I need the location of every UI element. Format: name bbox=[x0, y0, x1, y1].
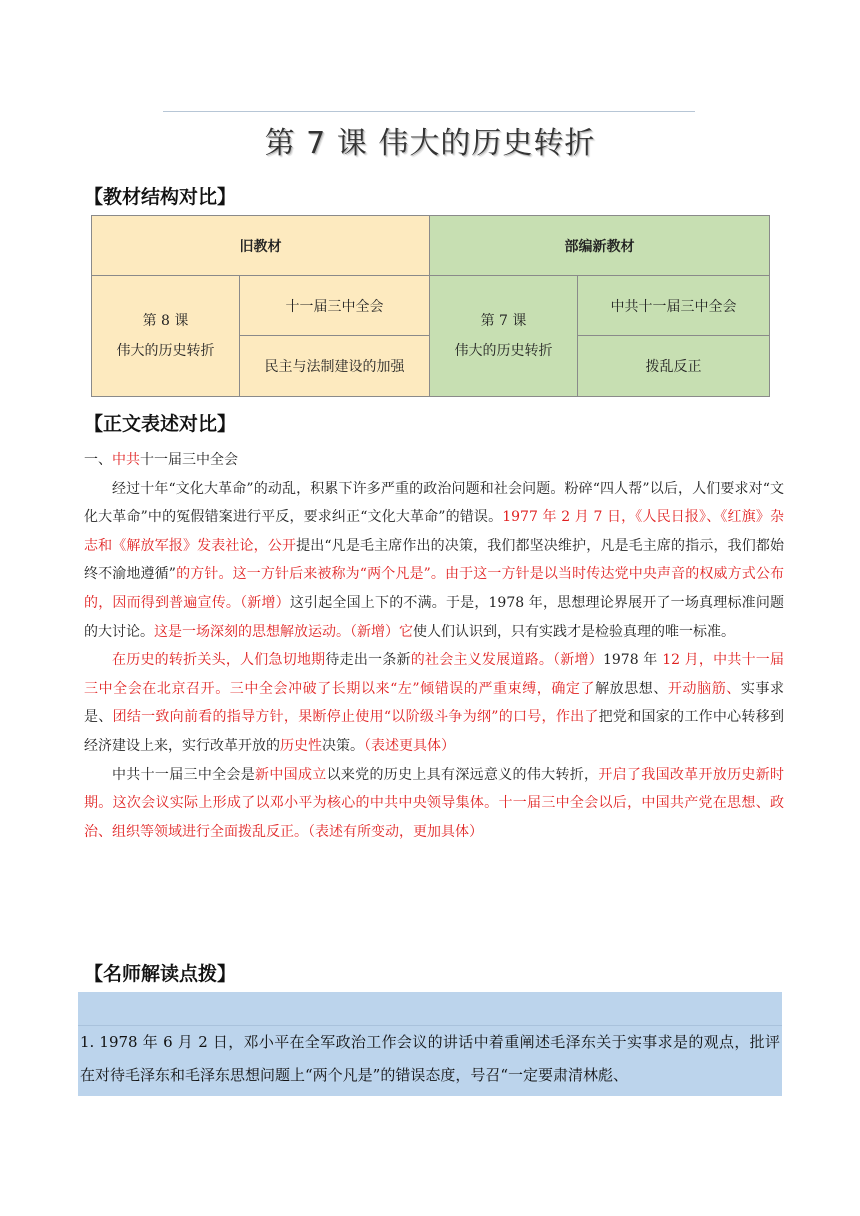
revised-text-span: （表述更具体） bbox=[364, 737, 455, 754]
comparison-table bbox=[91, 215, 770, 397]
subsection-heading bbox=[84, 446, 784, 475]
old-textbook-header: 旧教材 bbox=[92, 216, 430, 276]
new-lesson-title: 伟大的历史转折 bbox=[454, 343, 553, 359]
original-text-span: 以来党的历史上具有深远意义的伟大转折， bbox=[326, 766, 599, 783]
revised-text-span: 团结一致向前看的指导方针，果断停止使用“以阶级斗争为纲”的口号，作出了 bbox=[112, 709, 599, 726]
new-lesson-number: 第 7 课 bbox=[480, 313, 527, 329]
teacher-note-1: 1. 1978 年 6 月 2 日，邓小平在全军政治工作会议的讲话中着重阐述毛泽东关于实事求是的观点，批评在对待毛泽东和毛泽东思想问题上“两个凡是”的错误态度，号召“一定要肃清林彪、 bbox=[80, 1033, 780, 1084]
revised-text-span: 历史性 bbox=[280, 737, 322, 754]
revised-text-span: 12 月，中共十一届三中全会在北京召开。三中全会冲破了长期以来“左”倾错误的严重束缚，确定了 bbox=[84, 652, 785, 697]
original-text-span: 实事求是、 bbox=[84, 680, 785, 726]
revised-text-span: 新中国成立 bbox=[255, 766, 327, 783]
heading-red-part: 中共 bbox=[112, 452, 140, 468]
paragraph-2 bbox=[84, 646, 784, 760]
new-lesson-cell bbox=[430, 276, 578, 397]
original-text-span: 使人们认识到，只有实践才是检验真理的唯一标准。 bbox=[413, 623, 735, 640]
revised-text-span: 的社会主义发展道路。（新增） bbox=[410, 652, 603, 669]
original-text-span: 中共十一届三中全会是 bbox=[112, 766, 256, 783]
heading-rest: 十一届三中全会 bbox=[140, 452, 238, 468]
revised-text-span: 这是一场深刻的思想解放运动。（新增）它 bbox=[154, 623, 413, 640]
revised-text-span: 开动脑筋、 bbox=[667, 680, 741, 697]
new-topic-1: 中共十一届三中全会 bbox=[578, 276, 770, 336]
original-text-span: 决策。 bbox=[322, 737, 364, 754]
original-text-span: 这引起全国上下的不满。于是，1978 年，思想理论界展开了一场真理标准问题的大讨论。 bbox=[84, 594, 785, 640]
page-title: 第 7 课 伟大的历史转折 bbox=[264, 126, 596, 161]
section-heading-text: 【正文表述对比】 bbox=[84, 413, 237, 435]
revised-text-span: 1977 年 2 月 7 日，《人民日报》、《红旗》杂志和《解放军报》发表社论，公开 bbox=[84, 509, 784, 554]
paragraph-3 bbox=[84, 761, 784, 847]
revised-text-span: 的方针。这一方针后来被称为“两个凡是”。由于这一方针是以当时传达党中央声音的权威方式公布的，因而得到普遍宣传。（新增） bbox=[84, 566, 784, 611]
original-text-span: 把党和国家的工作中心转移到经济建设上来，实行改革开放的 bbox=[84, 709, 785, 754]
body-text bbox=[84, 446, 784, 846]
old-topic-2: 民主与法制建设的加强 bbox=[240, 336, 430, 397]
old-lesson-number: 第 8 课 bbox=[142, 313, 189, 329]
old-lesson-cell bbox=[92, 276, 240, 397]
original-text-span: 提出“凡是毛主席作出的决策，我们都坚决维护，凡是毛主席的指示，我们都始终不渝地遵循” bbox=[84, 537, 785, 583]
section-heading-structure: 【教材结构对比】 bbox=[84, 186, 237, 208]
heading-prefix: 一、 bbox=[84, 452, 112, 468]
section-heading-teacher: 【名师解读点拨】 bbox=[84, 963, 237, 985]
original-text-span: 解放思想、 bbox=[595, 680, 668, 697]
revised-text-span: 在历史的转折关头，人们急切地期 bbox=[112, 652, 326, 669]
header-rule bbox=[163, 111, 695, 112]
original-text-span: 1978 年 bbox=[602, 652, 663, 669]
new-textbook-header: 部编新教材 bbox=[430, 216, 770, 276]
new-topic-2: 拨乱反正 bbox=[578, 336, 770, 397]
paragraph-1 bbox=[84, 475, 784, 647]
original-text-span: 待走出一条新 bbox=[325, 652, 411, 669]
old-lesson-title: 伟大的历史转折 bbox=[116, 343, 215, 359]
revised-text-span: 开启了我国改革开放历史新时期。这次会议实际上形成了以邓小平为核心的中共中央领导集体。十一届三中全会以后，中国共产党在思想、政治、组织等领域进行全面拨乱反正。（表述有所变动，更加具体） bbox=[84, 766, 785, 840]
original-text-span: 经过十年“文化大革命”的动乱，积累下许多严重的政治问题和社会问题。粉碎“四人帮”以后，人们要求对“文化大革命”中的冤假错案进行平反，要求纠正“文化大革命”的错误。 bbox=[84, 480, 784, 526]
old-topic-1: 十一届三中全会 bbox=[240, 276, 430, 336]
